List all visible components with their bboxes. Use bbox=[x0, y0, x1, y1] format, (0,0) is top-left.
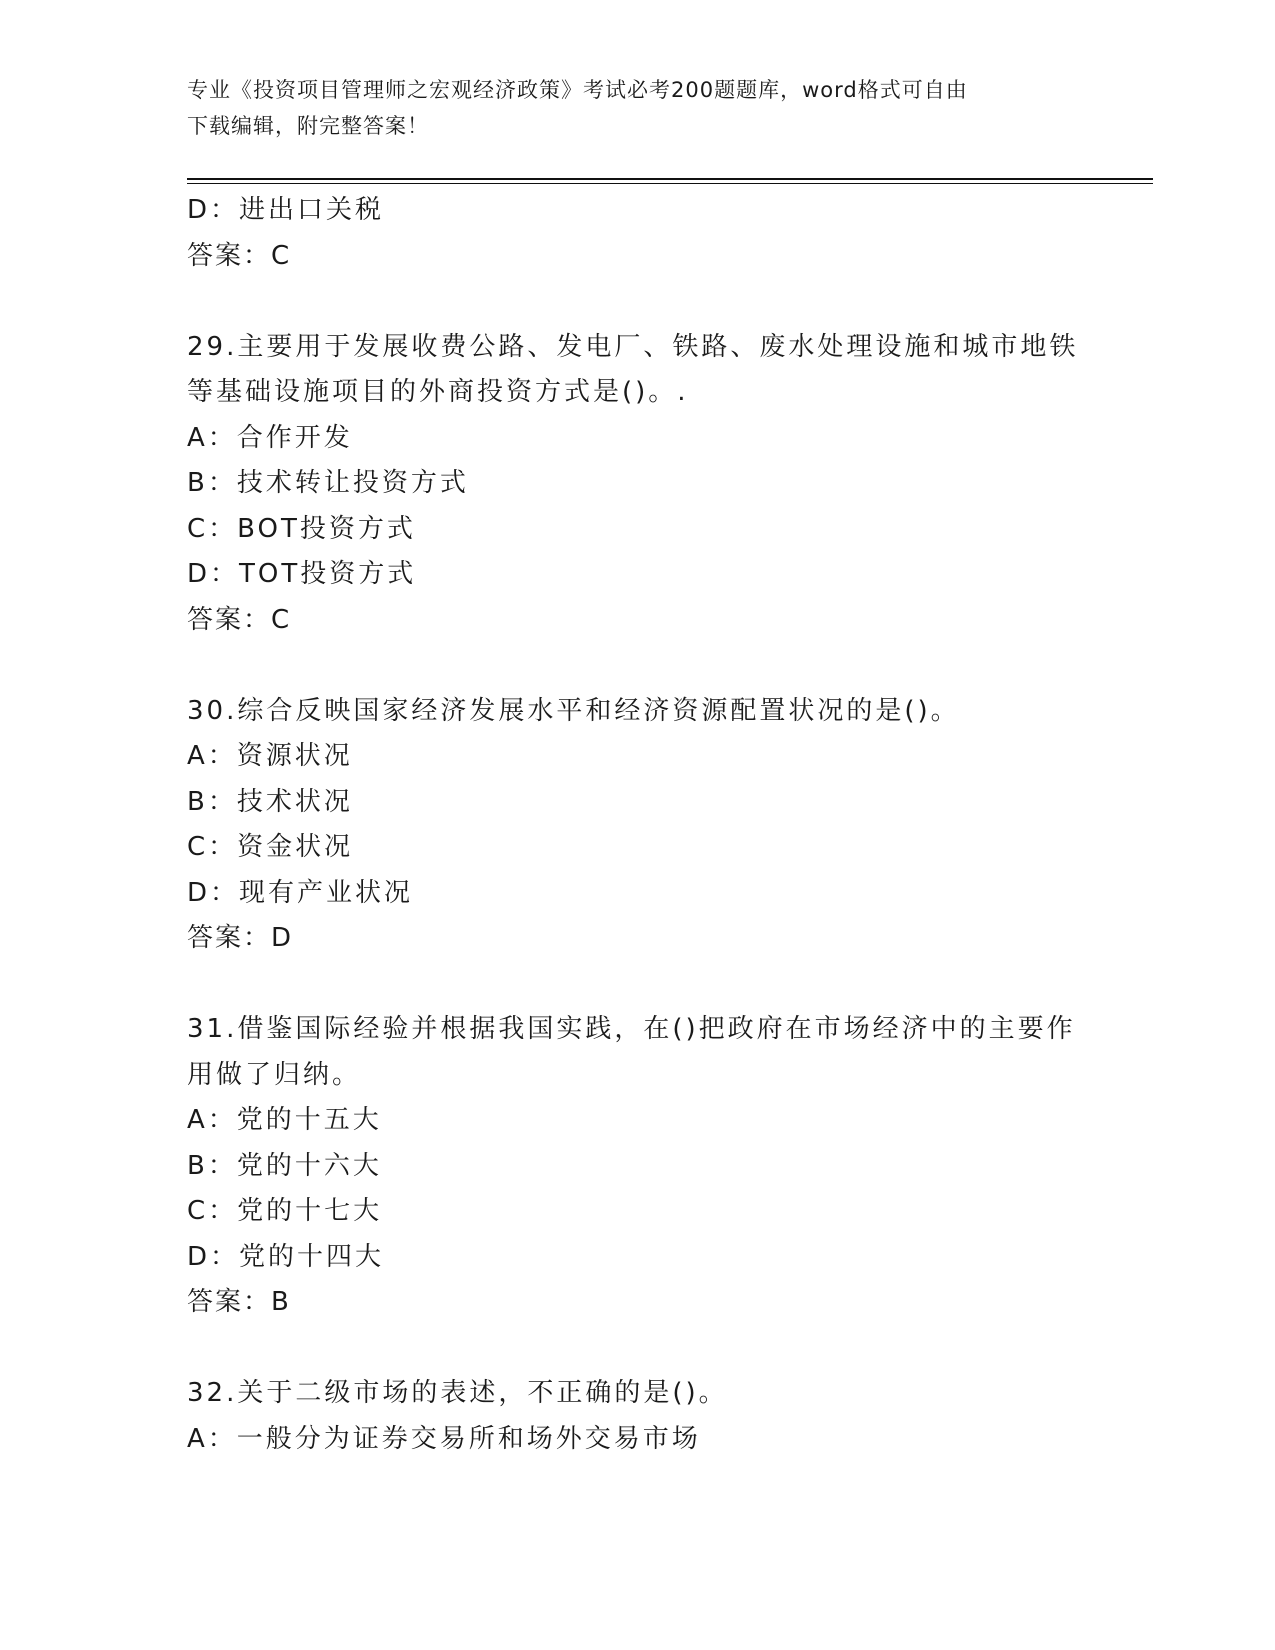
option-a: A：合作开发 bbox=[187, 422, 353, 453]
option-d: D：TOT投资方式 bbox=[187, 559, 417, 589]
question-list bbox=[187, 188, 1087, 1462]
header-divider-thin bbox=[187, 183, 1153, 184]
question-stem: 29.主要用于发展收费公路、发电厂、铁路、废水处理设施和城市地铁 bbox=[187, 331, 1079, 362]
header-divider-thick bbox=[187, 178, 1153, 180]
option-d: D：现有产业状况 bbox=[187, 877, 414, 908]
question-stem: 31.借鉴国际经验并根据我国实践，在()把政府在市场经济中的主要作 bbox=[187, 1014, 1076, 1044]
page-header bbox=[187, 72, 1067, 144]
option-a: A：资源状况 bbox=[187, 741, 353, 771]
answer-line: 答案：B bbox=[187, 1287, 291, 1317]
option-a: A：党的十五大 bbox=[187, 1105, 382, 1135]
question-stem: 32.关于二级市场的表述，不正确的是()。 bbox=[187, 1378, 728, 1408]
option-b: B：技术状况 bbox=[187, 786, 353, 817]
option-a: A：一般分为证券交易所和场外交易市场 bbox=[187, 1423, 701, 1454]
option-b: B：党的十六大 bbox=[187, 1150, 382, 1181]
question-stem-continued: 用做了归纳。 bbox=[187, 1059, 362, 1090]
option-c: C：资金状况 bbox=[187, 832, 354, 862]
option-c: C：BOT投资方式 bbox=[187, 513, 416, 544]
answer-line: 答案：D bbox=[187, 923, 294, 953]
option-c: C：党的十七大 bbox=[187, 1196, 383, 1226]
answer-line: 答案：C bbox=[187, 604, 292, 635]
question-stem: 30.综合反映国家经济发展水平和经济资源配置状况的是()。 bbox=[187, 695, 960, 726]
header-line-1: 专业《投资项目管理师之宏观经济政策》考试必考200题题库，word格式可自由 bbox=[187, 78, 968, 102]
option-d: D：党的十四大 bbox=[187, 1241, 385, 1272]
option-b: B：技术转让投资方式 bbox=[187, 468, 469, 498]
answer-line: 答案：C bbox=[187, 240, 292, 271]
question-stem-continued: 等基础设施项目的外商投资方式是()。. bbox=[187, 377, 689, 407]
header-line-2: 下载编辑，附完整答案！ bbox=[187, 114, 429, 138]
option-d: D：进出口关税 bbox=[187, 195, 385, 225]
